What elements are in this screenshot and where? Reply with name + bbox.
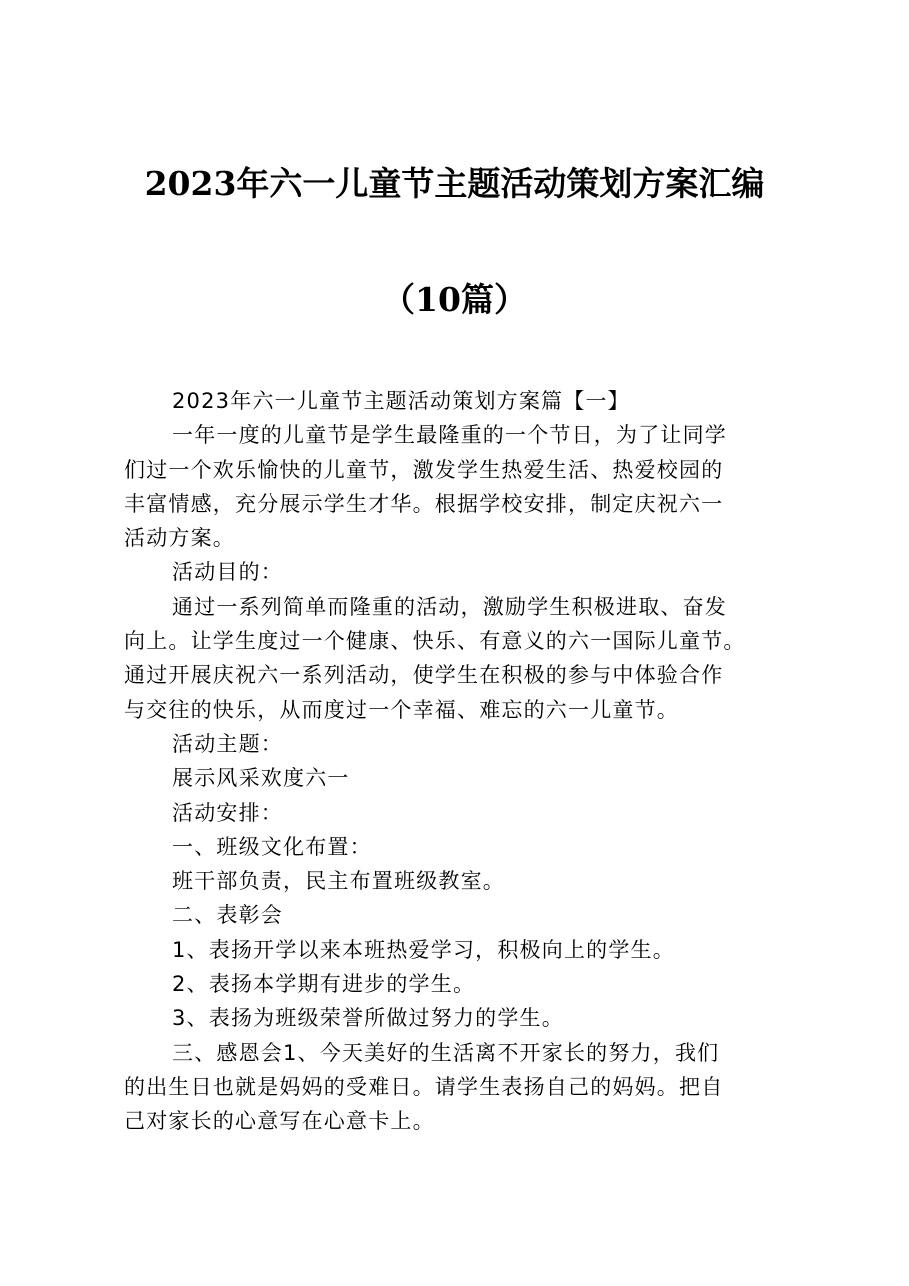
text-line: 班干部负责，民主布置班级教室。 — [172, 869, 505, 894]
text-line: 与交往的快乐，从而度过一个幸福、难忘的六一儿童节。 — [124, 697, 679, 722]
paragraph — [124, 967, 792, 1001]
paragraph — [124, 796, 792, 830]
document-title: 2023年六一儿童节主题活动策划方案汇编 — [144, 164, 765, 203]
paragraph — [124, 590, 792, 727]
text-line: 活动安排： — [172, 800, 283, 825]
text-line: 向上。让学生度过一个健康、快乐、有意义的六一国际儿童节。 — [124, 629, 746, 654]
document-subtitle: （10篇） — [382, 280, 527, 319]
text-line: 己对家长的心意写在心意卡上。 — [124, 1109, 435, 1134]
text-line: 一年一度的儿童节是学生最隆重的一个节日，为了让同学 — [172, 423, 727, 448]
text-line: 三、感恩会1、今天美好的生活离不开家长的努力，我们 — [172, 1040, 720, 1065]
text-line: 们过一个欢乐愉快的儿童节，激发学生热爱生活、热爱校园的 — [124, 457, 724, 482]
text-line: 的出生日也就是妈妈的受难日。请学生表扬自己的妈妈。把自 — [124, 1074, 724, 1099]
paragraph — [124, 830, 792, 864]
text-line: 通过开展庆祝六一系列活动，使学生在积极的参与中体验合作 — [124, 663, 724, 688]
paragraph — [124, 1001, 792, 1035]
text-line: 丰富情感，充分展示学生才华。根据学校安排，制定庆祝六一 — [124, 491, 724, 516]
text-line: 3、表扬为班级荣誉所做过努力的学生。 — [172, 1006, 564, 1031]
paragraph — [124, 384, 792, 418]
paragraph — [124, 864, 792, 898]
text-line: 活动主题： — [172, 731, 283, 756]
paragraph — [124, 727, 792, 761]
paragraph — [124, 418, 792, 555]
text-line: 2、表扬本学期有进步的学生。 — [172, 972, 476, 997]
paragraph — [124, 761, 792, 795]
paragraph — [124, 1036, 792, 1139]
text-line: 活动目的： — [172, 560, 283, 585]
text-line: 展示风采欢度六一 — [172, 766, 350, 791]
document-body — [124, 384, 792, 1139]
paragraph — [124, 555, 792, 589]
text-line: 一、班级文化布置： — [172, 834, 372, 859]
paragraph — [124, 898, 792, 932]
text-line: 二、表彰会 — [172, 903, 283, 928]
text-line: 活动方案。 — [124, 526, 235, 551]
text-line: 1、表扬开学以来本班热爱学习，积极向上的学生。 — [172, 937, 675, 962]
text-line: 2023年六一儿童节主题活动策划方案篇【一】 — [172, 389, 630, 413]
text-line: 通过一系列简单而隆重的活动，激励学生积极进取、奋发 — [172, 594, 727, 619]
paragraph — [124, 933, 792, 967]
